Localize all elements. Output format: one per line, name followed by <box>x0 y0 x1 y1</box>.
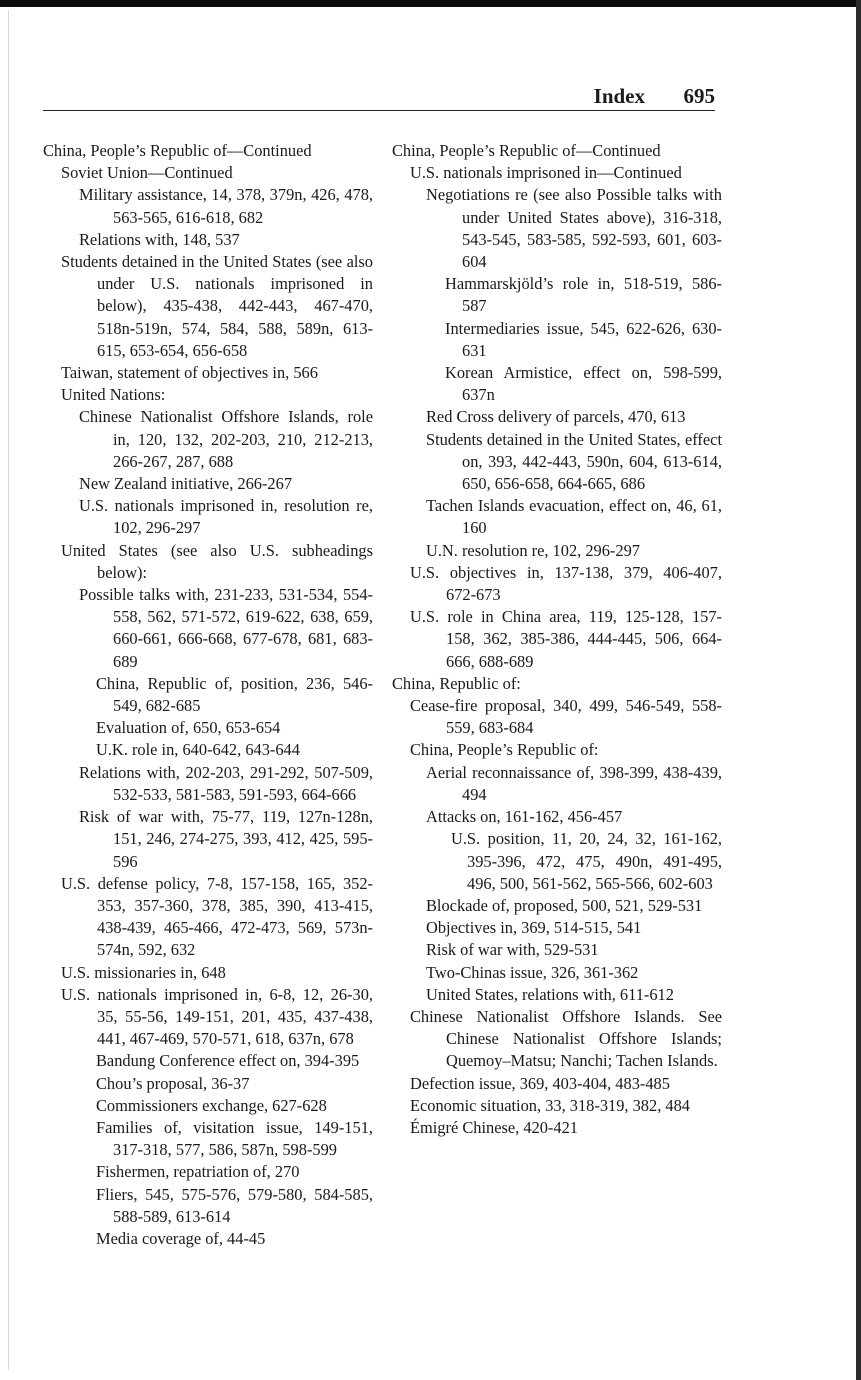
index-entry: U.S. missionaries in, 648 <box>61 962 226 982</box>
index-entry: Commissioners exchange, 627-628 <box>96 1095 327 1115</box>
index-entry: Two-Chinas issue, 326, 361-362 <box>426 962 639 982</box>
index-entry: Students detained in the United States (see also under U.S. nationals imprisoned in below), 435-438, 442-443, 467-470, 518n-519n, 574, 584, 588, 589n, 613-615, 653-654, 656-658 <box>61 252 373 360</box>
index-entry: Bandung Conference effect on, 394-395 <box>96 1051 360 1071</box>
index-entry: Intermediaries issue, 545, 622-626, 630-631 <box>445 318 722 360</box>
header-title: Index <box>593 84 645 108</box>
index-entry: Chinese Nationalist Offshore Islands, role in, 120, 132, 202-203, 210, 212-213, 266-267, 287, 688 <box>79 407 373 471</box>
index-entry: Émigré Chinese, 420-421 <box>410 1117 578 1137</box>
index-entry: Objectives in, 369, 514-515, 541 <box>426 918 642 938</box>
page-right-edge <box>856 0 861 1380</box>
page-top-edge <box>0 0 861 7</box>
index-entry: Soviet Union—Continued <box>61 163 233 183</box>
index-entry: Aerial reconnaissance of, 398-399, 438-439, 494 <box>426 762 722 804</box>
index-entry: Chou’s proposal, 36-37 <box>96 1073 250 1093</box>
index-entry: Media coverage of, 44-45 <box>96 1228 266 1248</box>
index-entry: Defection issue, 369, 403-404, 483-485 <box>410 1073 670 1093</box>
index-entry: Fishermen, repatriation of, 270 <box>96 1162 300 1182</box>
index-entry: Fliers, 545, 575-576, 579-580, 584-585, 588-589, 613-614 <box>96 1184 373 1226</box>
index-entry: Hammarskjöld’s role in, 518-519, 586-587 <box>445 274 722 316</box>
index-entry: Attacks on, 161-162, 456-457 <box>426 807 623 827</box>
index-entry: Economic situation, 33, 318-319, 382, 484 <box>410 1095 690 1115</box>
index-entry: Korean Armistice, effect on, 598-599, 637n <box>445 363 722 405</box>
index-entry: Blockade of, proposed, 500, 521, 529-531 <box>426 895 703 915</box>
index-entry: Military assistance, 14, 378, 379n, 426, 478, 563-565, 616-618, 682 <box>79 185 373 227</box>
index-entry: China, Republic of, position, 236, 546-549, 682-685 <box>96 673 373 716</box>
index-entry: China, Republic of: <box>392 673 521 693</box>
index-entry: Evaluation of, 650, 653-654 <box>96 718 281 738</box>
index-entry: U.S. nationals imprisoned in, resolution re, 102, 296-297 <box>79 496 373 538</box>
index-entry: Chinese Nationalist Offshore Islands. See Chinese Nationalist Offshore Islands; Quemoy–Matsu; Nanchi; Tachen Islands. <box>410 1006 722 1071</box>
index-entry: U.S. nationals imprisoned in—Continued <box>410 163 682 183</box>
index-column-right <box>392 140 722 1139</box>
index-entry: United States, relations with, 611-612 <box>426 984 674 1004</box>
index-entry: Taiwan, statement of objectives in, 566 <box>61 363 318 383</box>
index-entry: China, People’s Republic of: <box>410 740 599 760</box>
index-entry: Tachen Islands evacuation, effect on, 46, 61, 160 <box>426 496 722 538</box>
index-entry: Risk of war with, 529-531 <box>426 940 599 960</box>
index-entry: Relations with, 148, 537 <box>79 229 240 249</box>
index-entry: United States (see also U.S. subheadings below): <box>61 540 373 582</box>
index-entry: U.K. role in, 640-642, 643-644 <box>96 740 300 760</box>
index-entry: Families of, visitation issue, 149-151, 317-318, 577, 586, 587n, 598-599 <box>96 1117 373 1160</box>
header-rule <box>43 110 715 111</box>
index-entry: U.S. nationals imprisoned in, 6-8, 12, 26-30, 35, 55-56, 149-151, 201, 435, 437-438, 441, 467-469, 570-571, 618, 637n, 678 <box>61 984 373 1049</box>
index-entry: U.S. objectives in, 137-138, 379, 406-407, 672-673 <box>410 562 722 605</box>
index-entry: Possible talks with, 231-233, 531-534, 554-558, 562, 571-572, 619-622, 638, 659, 660-661, 666-668, 677-678, 681, 683-689 <box>79 585 373 671</box>
page-number: 695 <box>683 84 715 108</box>
index-entry: U.S. position, 11, 20, 24, 32, 161-162, 395-396, 472, 475, 490n, 491-495, 496, 500, 561-562, 565-566, 602-603 <box>451 829 722 893</box>
page-left-gutter <box>8 10 9 1370</box>
index-entry: China, People’s Republic of—Continued <box>392 141 661 160</box>
index-entry: Cease-fire proposal, 340, 499, 546-549, 558-559, 683-684 <box>410 696 722 738</box>
index-entry: United Nations: <box>61 385 166 405</box>
index-entry: U.S. defense policy, 7-8, 157-158, 165, 352-353, 357-360, 378, 385, 390, 413-415, 438-439, 465-466, 472-473, 569, 573n-574n, 592, 632 <box>61 873 373 960</box>
index-entry: U.S. role in China area, 119, 125-128, 157-158, 362, 385-386, 444-445, 506, 664-666, 688-689 <box>410 607 722 671</box>
index-entry: China, People’s Republic of—Continued <box>43 141 312 160</box>
index-column-left <box>43 140 373 1250</box>
index-entry: Red Cross delivery of parcels, 470, 613 <box>426 407 686 427</box>
index-entry: Negotiations re (see also Possible talks with under United States above), 316-318, 543-545, 583-585, 592-593, 601, 603-604 <box>426 185 722 272</box>
index-entry: Students detained in the United States, effect on, 393, 442-443, 590n, 604, 613-614, 650, 656-658, 664-665, 686 <box>426 429 722 494</box>
index-entry: New Zealand initiative, 266-267 <box>79 474 293 494</box>
index-entry: U.N. resolution re, 102, 296-297 <box>426 540 640 560</box>
index-entry: Relations with, 202-203, 291-292, 507-509, 532-533, 581-583, 591-593, 664-666 <box>79 762 373 804</box>
index-entry: Risk of war with, 75-77, 119, 127n-128n, 151, 246, 274-275, 393, 412, 425, 595-596 <box>79 807 373 871</box>
